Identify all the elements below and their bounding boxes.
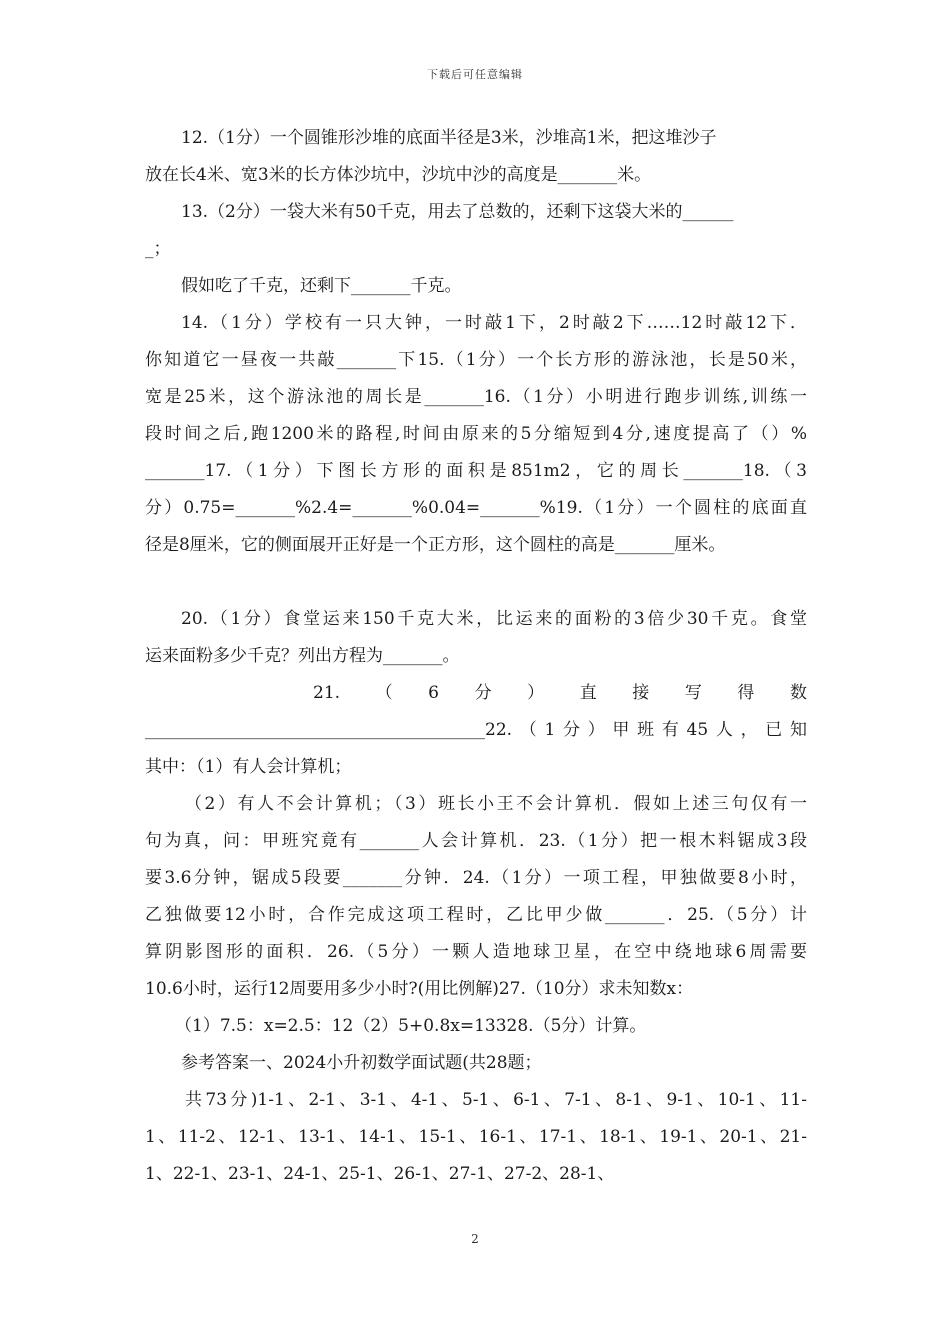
document-body [145,120,807,1193]
text-line: 14.（1分）学校有一只大钟，一时敲1下，2时敲2下……12时敲12下． [181,313,807,333]
page-number: 2 [471,1232,479,1246]
answer-key-heading: 参考答案一、2024小升初数学面试题(共28题； [181,1053,542,1073]
text-line: 12.（1分）一个圆锥形沙堆的底面半径是3米，沙堆高1米，把这堆沙子 [181,128,717,148]
text-line: _______17.（1分）下图长方形的面积是851m2，它的周长_______18.（3 [145,461,807,481]
text-line: 分）0.75=_______%2.4=_______%0.04=_______%19.（1分）一个圆柱的底面直 [145,498,807,518]
text-line: 算阴影图形的面积．26.（5分）一颗人造地球卫星，在空中绕地球6周需要 [145,942,807,962]
text-line: 20.（1分）食堂运来150千克大米，比运来的面粉的3倍少30千克。食堂 [181,609,807,629]
text-line: 运来面粉多少千克？列出方程为_______。 [145,646,460,666]
page-header: 下载后可任意编辑 [427,68,523,81]
spread-char: 接 [632,683,650,703]
text-line: ________________________________________22.（1分）甲班有45人，已知 [145,720,807,740]
spread-char: 21. [313,683,341,703]
text-line: 径是8厘米，它的侧面展开正好是一个正方形，这个圆柱的高是_______厘米。 [145,535,726,555]
spread-char: 直 [579,683,597,703]
spread-char: 6 [428,683,439,703]
text-line: 宽是25米，这个游泳池的周长是_______16.（1分）小明进行跑步训练,训练一 [145,387,807,407]
answer-key-line: 1、11-2、12-1、13-1、14-1、15-1、16-1、17-1、18-1、19-1、20-1、21- [145,1127,807,1147]
text-line: 其中：（1）有人会计算机； [145,757,352,777]
question-21-heading [145,675,807,712]
answer-key-line: 1、22-1、23-1、24-1、25-1、26-1、27-1、27-2、28-1、 [145,1164,615,1184]
text-line: 要3.6分钟，锯成5段要_______分钟．24.（1分）一项工程，甲独做要8小时， [145,868,807,888]
spread-char: 数 [789,683,807,703]
text-line: 假如吃了千克，还剩下_______千克。 [181,276,462,296]
answer-key-line: 共73分)1-1、2-1、3-1、4-1、5-1、6-1、7-1、8-1、9-1、10-1、11- [185,1090,807,1110]
text-line: 13.（2分）一袋大米有50千克，用去了总数的，还剩下这袋大米的______ [181,202,734,222]
text-line: 你知道它一昼夜一共敲_______下15.（1分）一个长方形的游泳池，长是50米， [145,350,807,370]
text-line: （1）7.5：x=2.5：12（2）5+0.8x=13328.（5分）计算。 [175,1016,647,1036]
spread-char: 分 [474,683,492,703]
text-line: 乙独做要12小时，合作完成这项工程时，乙比甲少做_______．25.（5分）计 [145,905,807,925]
spread-char: 得 [737,683,755,703]
spread-char: （ [375,683,393,703]
text-line: 段时间之后,跑1200米的路程,时间由原来的5分缩短到4分,速度提高了（）% [145,424,807,444]
spread-char: ） [527,683,545,703]
text-line: （2）有人不会计算机；（3）班长小王不会计算机．假如上述三句仅有一 [185,794,807,814]
text-line: 放在长4米、宽3米的长方体沙坑中，沙坑中沙的高度是_______米。 [145,165,652,185]
text-line: 句为真，问：甲班究竟有_______人会计算机．23.（1分）把一根木料锯成3段 [145,831,807,851]
paragraph-gap [145,564,807,601]
text-line: 10.6小时，运行12周要用多少小时?(用比例解)27.（10分）求未知数x： [145,979,694,999]
text-line: _； [145,239,171,259]
spread-char: 写 [684,683,702,703]
